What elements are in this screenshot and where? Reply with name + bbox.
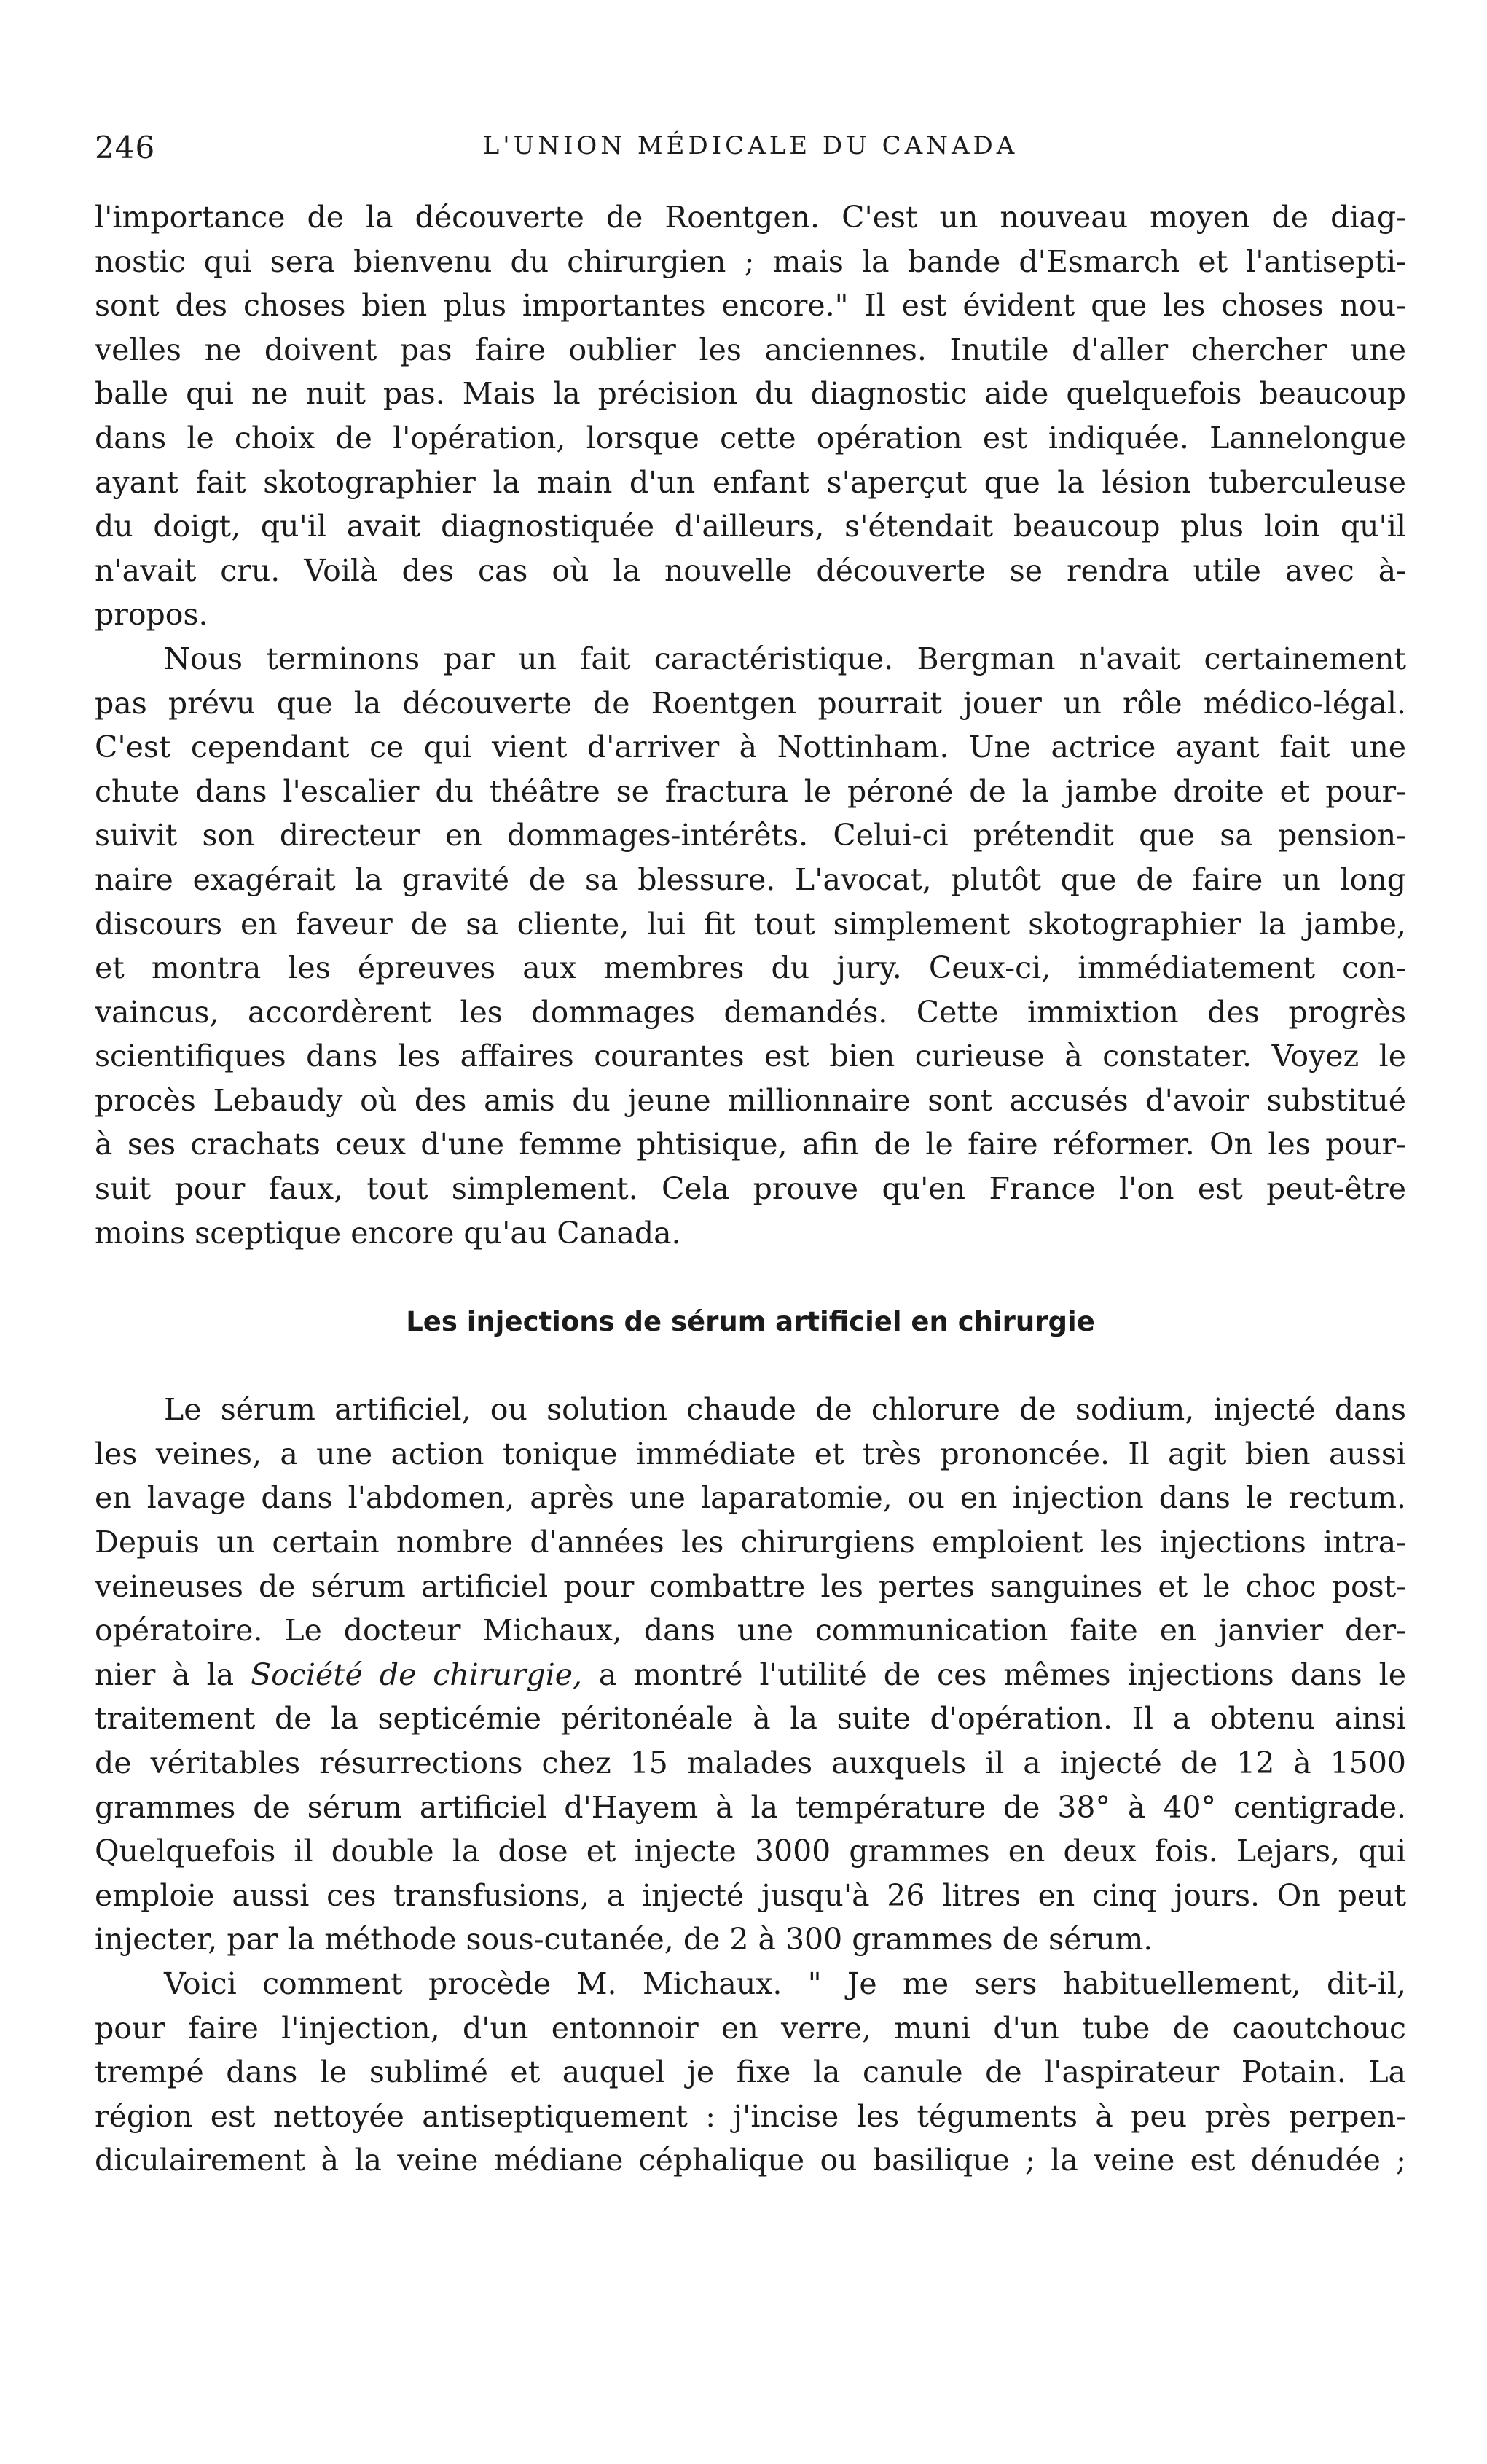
text-line: Voici comment procède M. Michaux. " Je me sers habituellement, dit-il, <box>164 1966 1406 2001</box>
text-line: vaincus, accordèrent les dommages demandés. Cette immixtion des progrès <box>95 994 1406 1030</box>
text-line: veineuses de sérum artificiel pour combattre les pertes sanguines et le choc post- <box>95 1568 1406 1604</box>
paragraph-serum-injections <box>95 1388 1406 1962</box>
text-line: Nous terminons par un fait caractéristique. Bergman n'avait certainement <box>164 641 1406 676</box>
text-line: emploie aussi ces transfusions, a injecté jusqu'à 26 litres en cinq jours. On peut <box>95 1877 1406 1913</box>
text-line: Depuis un certain nombre d'années les chirurgiens emploient les injections intra- <box>95 1525 1406 1560</box>
paragraph-roentgen-diagnosis <box>95 195 1406 637</box>
running-head <box>95 109 1406 175</box>
text-line: du doigt, qu'il avait diagnostiquée d'ailleurs, s'étendait beaucoup plus loin qu'il <box>95 509 1406 544</box>
paragraph-medico-legal <box>95 637 1406 1255</box>
text-line: traitement de la septicémie péritonéale à la suite d'opération. Il a obtenu ainsi <box>95 1701 1406 1737</box>
text-line: et montra les épreuves aux membres du jury. Ceux-ci, immédiatement con- <box>95 950 1406 986</box>
text-line: chute dans l'escalier du théâtre se fractura le péroné de la jambe droite et pour- <box>95 773 1406 809</box>
text-line: procès Lebaudy où des amis du jeune millionnaire sont accusés d'avoir substitué <box>95 1082 1406 1118</box>
italic-society-name: Société de chirurgie, <box>251 1657 582 1692</box>
text-line: région est nettoyée antiseptiquement : j'incise les téguments à peu près perpen- <box>95 2098 1406 2134</box>
text-line-with-italic <box>95 1653 1406 1697</box>
text-line: l'importance de la découverte de Roentgen. C'est un nouveau moyen de diag- <box>95 200 1406 235</box>
text-span: a montré l'utilité de ces mêmes injections dans le <box>582 1657 1406 1692</box>
text-line: scientifiques dans les affaires courantes est bien curieuse à constater. Voyez le <box>95 1039 1406 1074</box>
text-line: discours en faveur de sa cliente, lui fit tout simplement skotographier la jambe, <box>95 906 1406 942</box>
text-line: trempé dans le sublimé et auquel je fixe la canule de l'aspirateur Potain. La <box>95 2054 1406 2090</box>
paragraph-michaux-procedure <box>95 1962 1406 2183</box>
text-line: C'est cependant ce qui vient d'arriver à Nottinham. Une actrice ayant fait une <box>95 730 1406 765</box>
text-line: naire exagérait la gravité de sa blessure. L'avocat, plutôt que de faire un long <box>95 861 1406 897</box>
text-line: ayant fait skotographier la main d'un enfant s'aperçut que la lésion tuberculeuse <box>95 464 1406 500</box>
text-line: pour faire l'injection, d'un entonnoir en verre, muni d'un tube de caoutchouc <box>95 2010 1406 2046</box>
text-line: les veines, a une action tonique immédiate et très prononcée. Il agit bien aussi <box>95 1436 1406 1471</box>
text-line: Quelquefois il double la dose et injecte 3000 grammes en deux fois. Lejars, qui <box>95 1834 1406 1869</box>
text-span: nier à la <box>95 1657 251 1692</box>
text-line: propos. <box>95 597 208 633</box>
section-heading: Les injections de sérum artificiel en chirurgie <box>406 1306 1095 1338</box>
text-line: diculairement à la veine médiane céphalique ou basilique ; la veine est dénudée ; <box>95 2143 1406 2178</box>
text-line: velles ne doivent pas faire oublier les anciennes. Inutile d'aller chercher une <box>95 332 1406 367</box>
book-page <box>95 109 1406 2183</box>
text-line: en lavage dans l'abdomen, après une laparatomie, ou en injection dans le rectum. <box>95 1480 1406 1516</box>
body-text <box>95 195 1406 2183</box>
text-line: pas prévu que la découverte de Roentgen pourrait jouer un rôle médico-légal. <box>95 685 1406 721</box>
text-line: balle qui ne nuit pas. Mais la précision du diagnostic aide quelquefois beaucoup <box>95 376 1406 412</box>
text-line: moins sceptique encore qu'au Canada. <box>95 1215 681 1251</box>
page-number: 246 <box>95 130 156 165</box>
text-line: opératoire. Le docteur Michaux, dans une communication faite en janvier der- <box>95 1613 1406 1648</box>
text-line: dans le choix de l'opération, lorsque cette opération est indiquée. Lannelongue <box>95 420 1406 455</box>
text-line: grammes de sérum artificiel d'Hayem à la température de 38° à 40° centigrade. <box>95 1789 1406 1825</box>
text-line: nostic qui sera bienvenu du chirurgien ; mais la bande d'Esmarch et l'antisepti- <box>95 243 1406 279</box>
text-line: de véritables résurrections chez 15 malades auxquels il a injecté de 12 à 1500 <box>95 1745 1406 1780</box>
text-line: suivit son directeur en dommages-intérêts. Celui-ci prétendit que sa pension- <box>95 818 1406 853</box>
text-line: sont des choses bien plus importantes encore." Il est évident que les choses nou- <box>95 288 1406 324</box>
text-line: suit pour faux, tout simplement. Cela prouve qu'en France l'on est peut-être <box>95 1171 1406 1207</box>
journal-title: L'UNION MÉDICALE DU CANADA <box>482 131 1019 160</box>
text-line: injecter, par la méthode sous-cutanée, de 2 à 300 grammes de sérum. <box>95 1922 1153 1957</box>
text-line: n'avait cru. Voilà des cas où la nouvelle découverte se rendra utile avec à- <box>95 552 1406 588</box>
text-line: Le sérum artificiel, ou solution chaude de chlorure de sodium, injecté dans <box>164 1392 1406 1428</box>
text-line: à ses crachats ceux d'une femme phtisique, afin de le faire réformer. On les pour- <box>95 1127 1406 1162</box>
